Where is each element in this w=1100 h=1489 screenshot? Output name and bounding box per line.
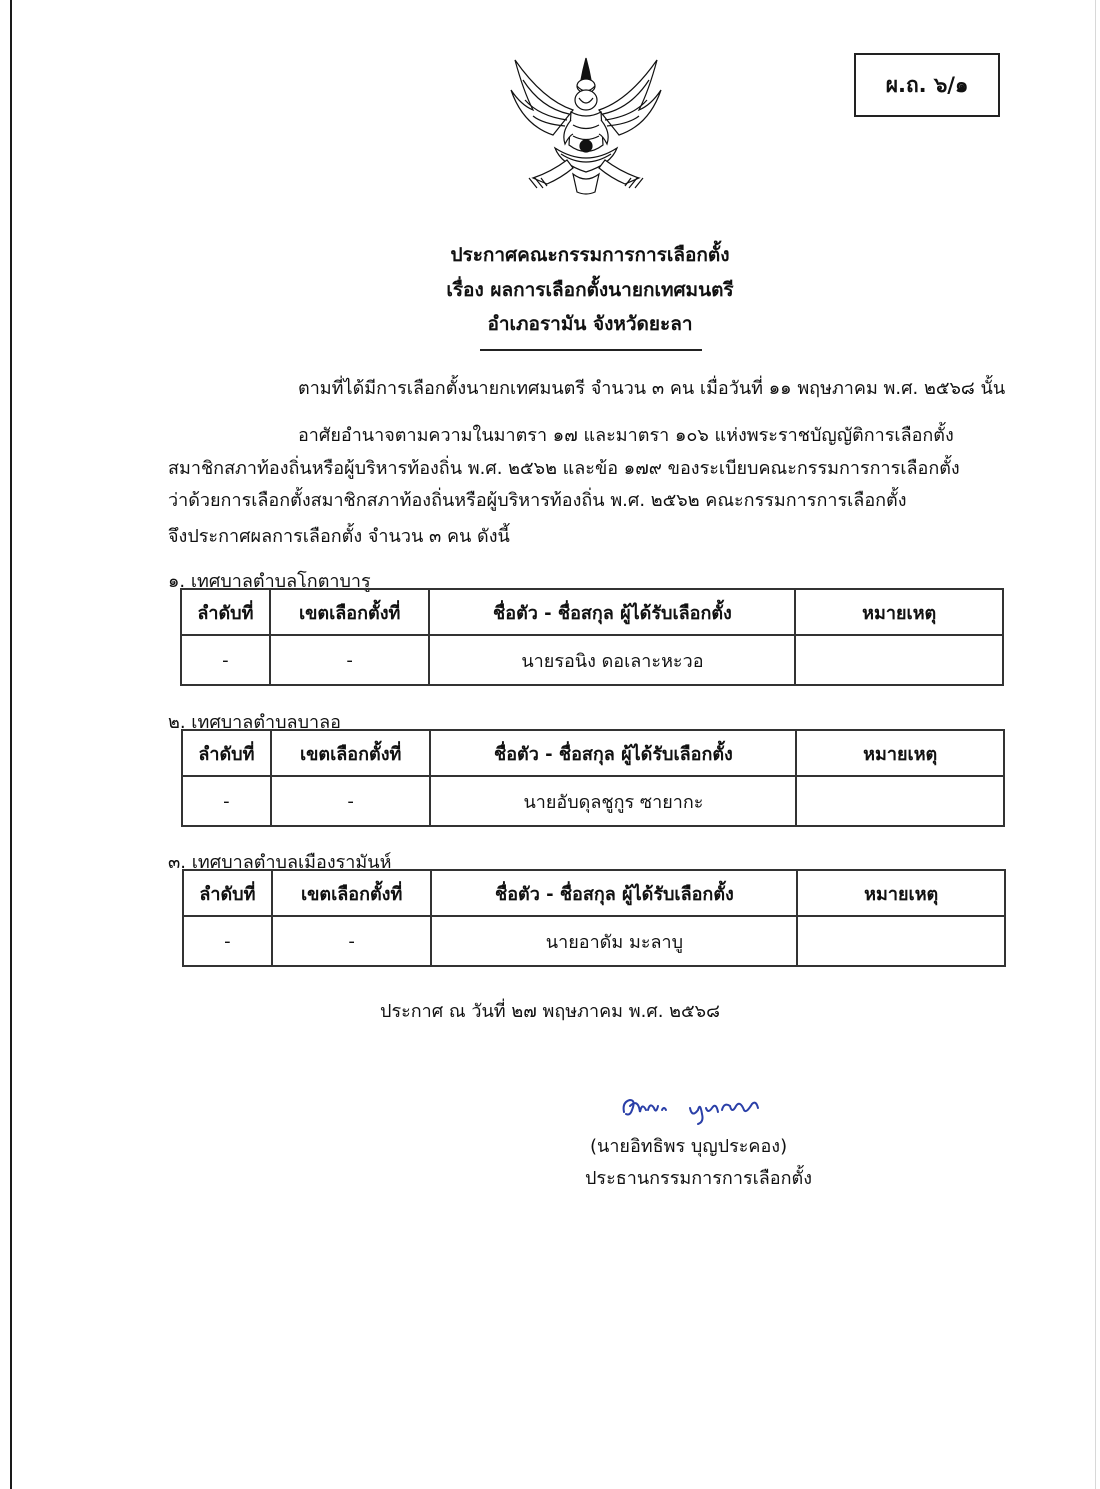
header-order: ลำดับที่ [181,589,270,635]
cell-district: - [271,776,431,826]
cell-district: - [270,635,430,685]
header-name: ชื่อตัว - ชื่อสกุล ผู้ได้รับเลือกตั้ง [429,589,795,635]
cell-remark [795,635,1003,685]
form-code-box [854,53,1000,117]
cell-name: นายอาดัม มะลาบู [431,916,797,966]
signer-name: (นายอิทธิพร บุญประคอง) [590,1136,788,1157]
garuda-emblem-icon [503,50,669,200]
form-code: ผ.ถ. ๖/๑ [885,72,969,97]
header-name: ชื่อตัว - ชื่อสกุล ผู้ได้รับเลือกตั้ง [430,730,796,776]
header-order: ลำดับที่ [183,870,272,916]
section-title-2: ๒. เทศบาลตำบลบาลอ [168,712,341,733]
heading-divider [480,349,702,351]
body-line-2: สมาชิกสภาท้องถิ่นหรือผู้บริหารท้องถิ่น พ.ศ. ๒๕๖๒ และข้อ ๑๗๙ ของระเบียบคณะกรรมการการเลือกตั้ง [168,458,960,479]
body-line-4: จึงประกาศผลการเลือกตั้ง จำนวน ๓ คน ดังนี้ [168,526,510,547]
announcement-subject: เรื่อง ผลการเลือกตั้งนายกเทศมนตรี [446,279,734,301]
intro-paragraph: ตามที่ได้มีการเลือกตั้งนายกเทศมนตรี จำนวน ๓ คน เมื่อวันที่ ๑๑ พฤษภาคม พ.ศ. ๒๕๖๘ นั้น [298,378,1006,399]
header-order: ลำดับที่ [182,730,271,776]
cell-remark [796,776,1004,826]
header-district: เขตเลือกตั้งที่ [271,730,431,776]
result-table-3 [182,869,1006,967]
announcement-title: ประกาศคณะกรรมการการเลือกตั้ง [450,244,730,266]
announcement-location: อำเภอรามัน จังหวัดยะลา [487,313,693,335]
header-district: เขตเลือกตั้งที่ [270,589,430,635]
result-table-2 [181,729,1005,827]
cell-order: - [181,635,270,685]
header-remark: หมายเหตุ [796,730,1004,776]
page-edge-right [1095,0,1096,1489]
table-header-row [181,589,1003,635]
signature-image [618,1088,768,1128]
cell-name: นายอับดุลชูกูร ซายากะ [430,776,796,826]
cell-order: - [183,916,272,966]
header-remark: หมายเหตุ [795,589,1003,635]
cell-remark [797,916,1005,966]
header-remark: หมายเหตุ [797,870,1005,916]
table-header-row [182,730,1004,776]
body-line-1: อาศัยอำนาจตามความในมาตรา ๑๗ และมาตรา ๑๐๖ แห่งพระราชบัญญัติการเลือกตั้ง [298,425,954,446]
section-title-1: ๑. เทศบาลตำบลโกตาบารู [168,571,371,592]
table-row [183,916,1005,966]
header-district: เขตเลือกตั้งที่ [272,870,432,916]
table-header-row [183,870,1005,916]
table-row [181,635,1003,685]
section-title-3: ๓. เทศบาลตำบลเมืองรามันห์ [168,852,392,873]
table-row [182,776,1004,826]
cell-order: - [182,776,271,826]
cell-name: นายรอนิง ดอเลาะหะวอ [429,635,795,685]
body-line-3: ว่าด้วยการเลือกตั้งสมาชิกสภาท้องถิ่นหรือผู้บริหารท้องถิ่น พ.ศ. ๒๕๖๒ คณะกรรมการการเลือกตั้ง [168,490,907,511]
result-table-1 [180,588,1004,686]
signer-title: ประธานกรรมการการเลือกตั้ง [585,1168,812,1189]
header-name: ชื่อตัว - ชื่อสกุล ผู้ได้รับเลือกตั้ง [431,870,797,916]
announcement-date: ประกาศ ณ วันที่ ๒๗ พฤษภาคม พ.ศ. ๒๕๖๘ [380,1001,720,1022]
page-edge-left [10,0,12,1489]
cell-district: - [272,916,432,966]
